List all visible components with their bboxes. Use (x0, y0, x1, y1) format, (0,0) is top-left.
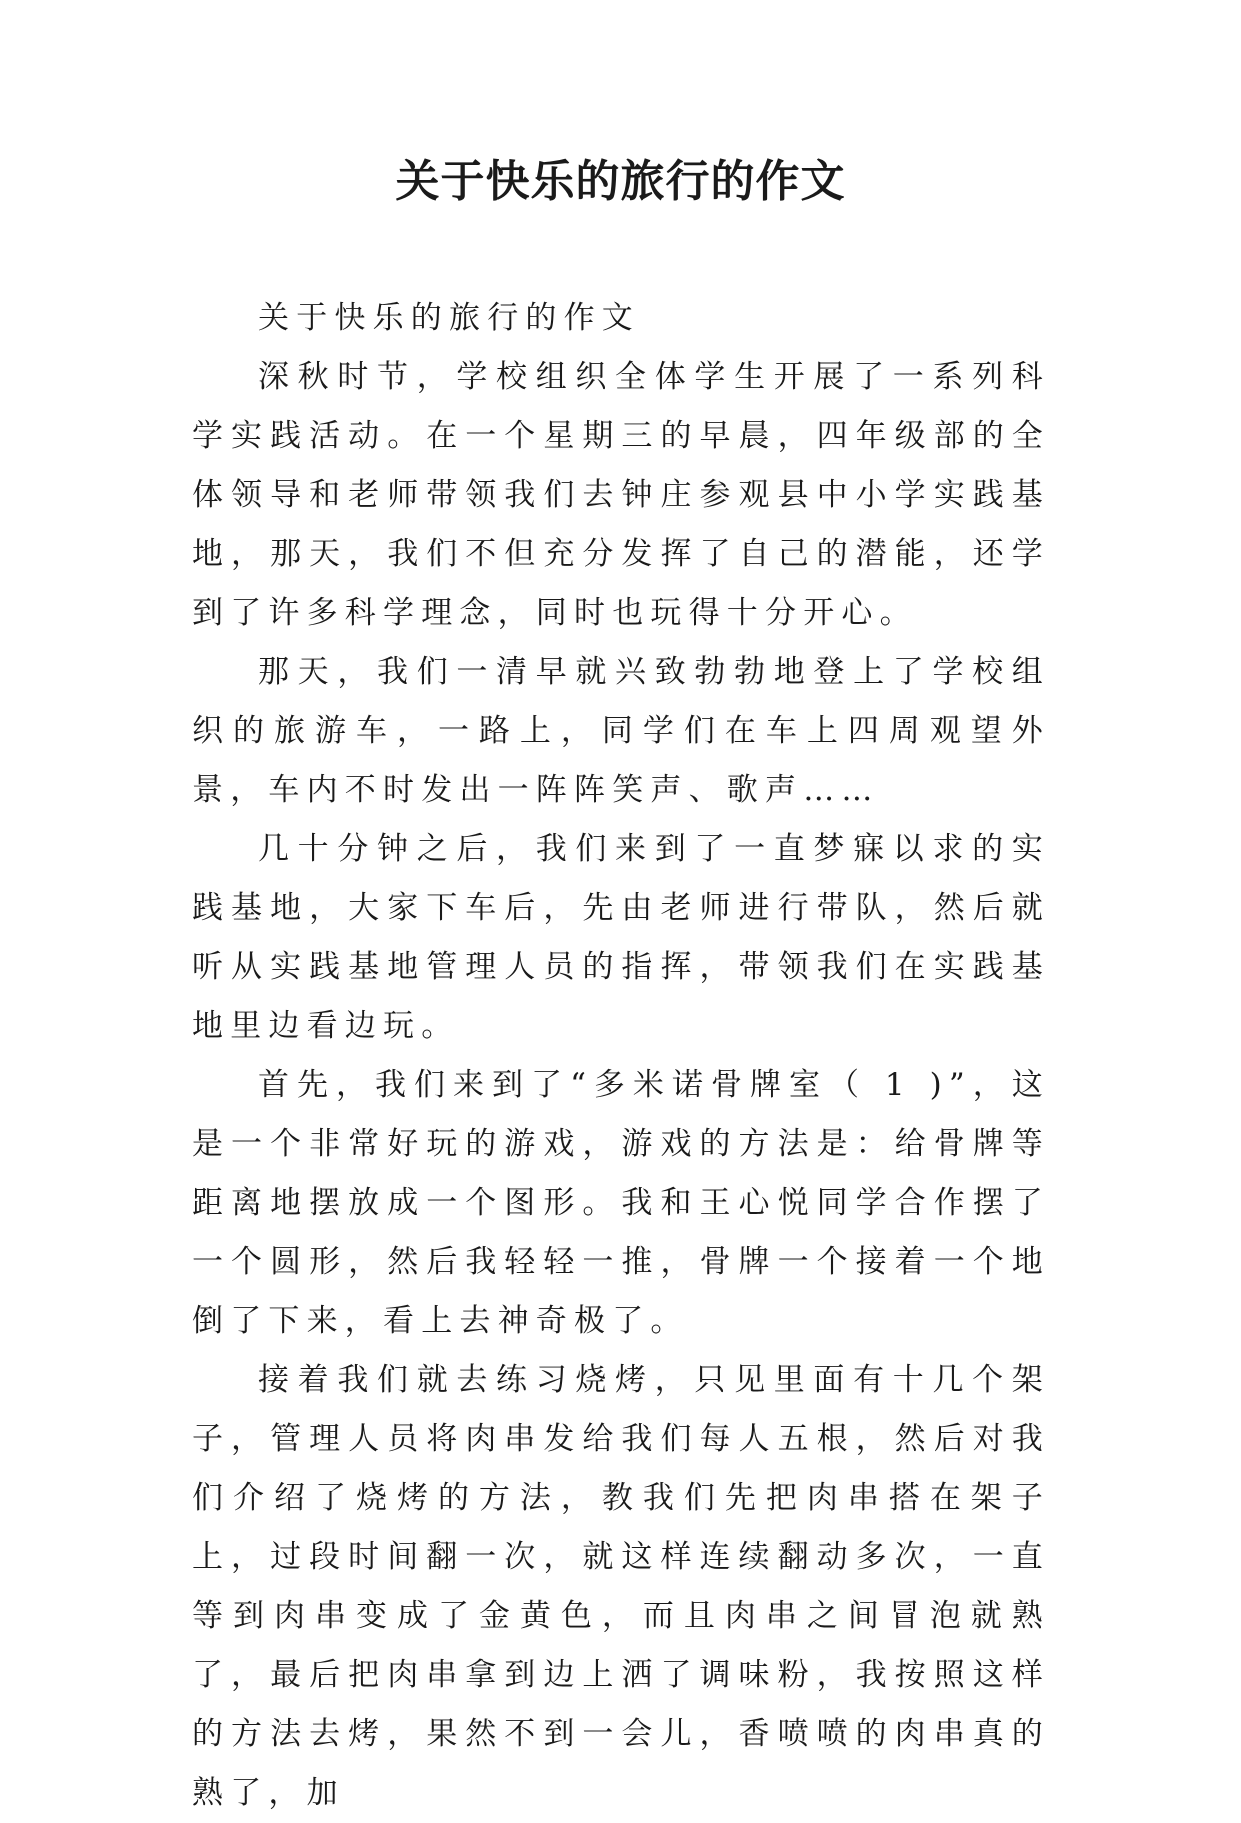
paragraph-heading: 关于快乐的旅行的作文 (258, 300, 640, 336)
document-title: 关于快乐的旅行的作文 (395, 156, 846, 207)
paragraph: 那天，我们一清早就兴致勃勃地登上了学校组织的旅游车，一路上，同学们在车上四周观望外景，车内不时发出一阵阵笑声、歌声…… (192, 654, 1050, 808)
document-body (192, 289, 1050, 1823)
paragraph: 几十分钟之后，我们来到了一直梦寐以求的实践基地，大家下车后，先由老师进行带队，然后就听从实践基地管理人员的指挥，带领我们在实践基地里边看边玩。 (192, 831, 1050, 1044)
paragraph: 接着我们就去练习烧烤，只见里面有十几个架子，管理人员将肉串发给我们每人五根，然后对我们介绍了烧烤的方法，教我们先把肉串搭在架子上，过段时间翻一次，就这样连续翻动多次，一直等到肉串变成了金黄色，而且肉串之间冒泡就熟了，最后把肉串拿到边上洒了调味粉，我按照这样的方法去烤，果然不到一会儿，香喷喷的肉串真的熟了，加 (192, 1362, 1050, 1811)
paragraph: 首先，我们来到了“多米诺骨牌室（ 1 )”，这是一个非常好玩的游戏，游戏的方法是：给骨牌等距离地摆放成一个图形。我和王心悦同学合作摆了一个圆形，然后我轻轻一推，骨牌一个接着一个地倒了下来，看上去神奇极了。 (192, 1067, 1050, 1339)
paragraph: 深秋时节，学校组织全体学生开展了一系列科学实践活动。在一个星期三的早晨，四年级部的全体领导和老师带领我们去钟庄参观县中小学实践基地，那天，我们不但充分发挥了自己的潜能，还学到了许多科学理念，同时也玩得十分开心。 (192, 359, 1050, 631)
